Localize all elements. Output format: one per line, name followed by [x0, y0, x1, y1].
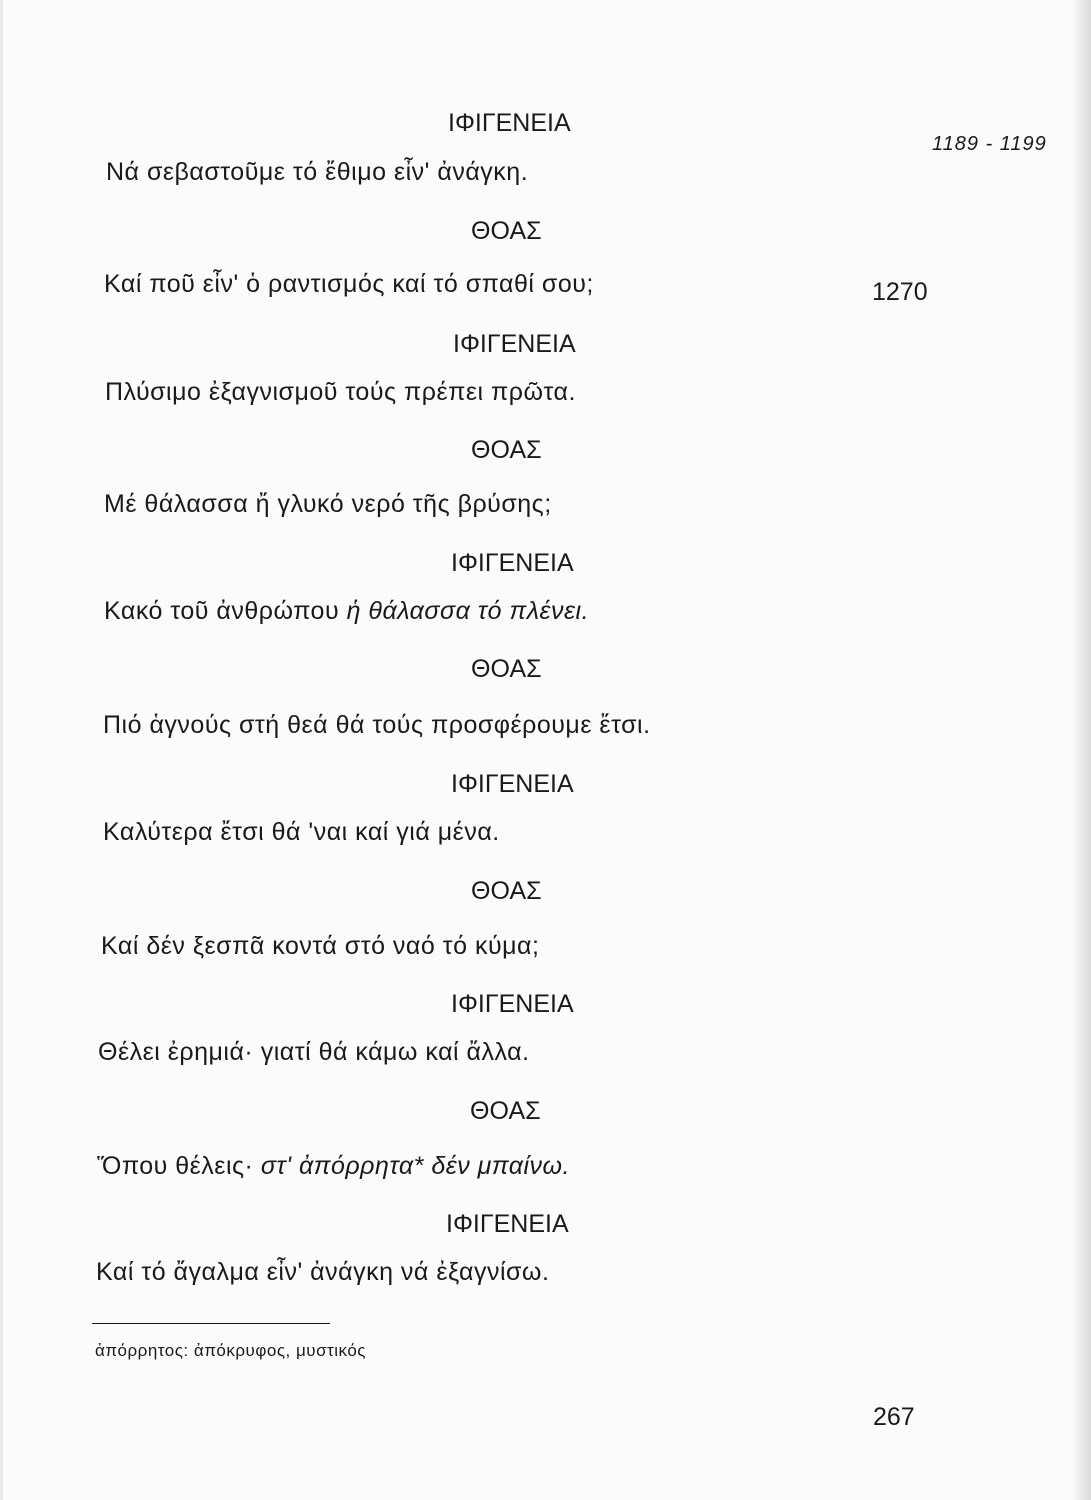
speaker-name: ΙΦΙΓΕΝΕΙΑ	[448, 109, 571, 137]
verse-line	[103, 711, 651, 740]
verse-line	[96, 1258, 549, 1287]
verse-text: Νά σεβαστοῦμε τό ἔθιμο εἶν' ἀνάγκη.	[106, 158, 529, 186]
footnote-divider	[92, 1323, 330, 1324]
margin-line-number: 1270	[872, 278, 928, 306]
speaker-name: ΘΟΑΣ	[471, 655, 542, 683]
verse-text: Καί δέν ξεσπᾶ κοντά στό ναό τό κύμα;	[101, 932, 540, 960]
verse-text: Καί ποῦ εἶν' ὁ ραντισμός καί τό σπαθί σου;	[104, 270, 594, 298]
verse-text: Πιό ἁγνούς στή θεά θά τούς προσφέρουμε ἔτσι.	[103, 711, 651, 739]
verse-line	[104, 490, 552, 519]
verse-line	[106, 158, 528, 187]
verse-line	[97, 1152, 570, 1181]
verse-line	[103, 818, 500, 847]
line-range-header: 1189 - 1199	[932, 133, 1047, 155]
verse-text: Καί τό ἄγαλμα εἶν' ἀνάγκη νά ἐξαγνίσω.	[96, 1258, 550, 1286]
speaker-name: ΙΦΙΓΕΝΕΙΑ	[451, 770, 574, 798]
verse-line	[101, 932, 539, 961]
page-left-edge	[0, 0, 3, 1500]
page-number: 267	[873, 1403, 915, 1431]
verse-line	[105, 378, 576, 407]
footnote: ἀπόρρητος: ἀπόκρυφος, μυστικός	[95, 1341, 366, 1360]
verse-text-italic: ἡ θάλασσα τό πλένει.	[346, 597, 590, 625]
verse-text: Ὅπου θέλεις·	[97, 1152, 261, 1180]
speaker-name: ΙΦΙΓΕΝΕΙΑ	[451, 549, 574, 577]
speaker-name: ΙΦΙΓΕΝΕΙΑ	[453, 330, 576, 358]
speaker-name: ΘΟΑΣ	[471, 877, 542, 905]
verse-text: Πλύσιμο ἐξαγνισμοῦ τούς πρέπει πρῶτα.	[105, 378, 576, 406]
speaker-name: ΘΟΑΣ	[470, 1097, 541, 1125]
verse-text: Κακό τοῦ ἀνθρώπου	[104, 597, 347, 625]
speaker-name: ΘΟΑΣ	[471, 217, 542, 245]
verse-line	[98, 1038, 530, 1067]
speaker-name: ΙΦΙΓΕΝΕΙΑ	[446, 1210, 569, 1238]
verse-text: Καλύτερα ἔτσι θά 'ναι καί γιά μένα.	[103, 818, 500, 846]
verse-line	[104, 270, 594, 299]
page-right-edge	[1075, 0, 1091, 1500]
speaker-name: ΘΟΑΣ	[471, 436, 542, 464]
verse-text: Μέ θάλασσα ἤ γλυκό νερό τῆς βρύσης;	[104, 490, 552, 518]
speaker-name: ΙΦΙΓΕΝΕΙΑ	[451, 990, 574, 1018]
verse-text-italic: στ' ἀπόρρητα* δέν μπαίνω.	[260, 1152, 570, 1180]
verse-text: Θέλει ἐρημιά· γιατί θά κάμω καί ἄλλα.	[98, 1038, 530, 1066]
verse-line	[104, 597, 589, 626]
